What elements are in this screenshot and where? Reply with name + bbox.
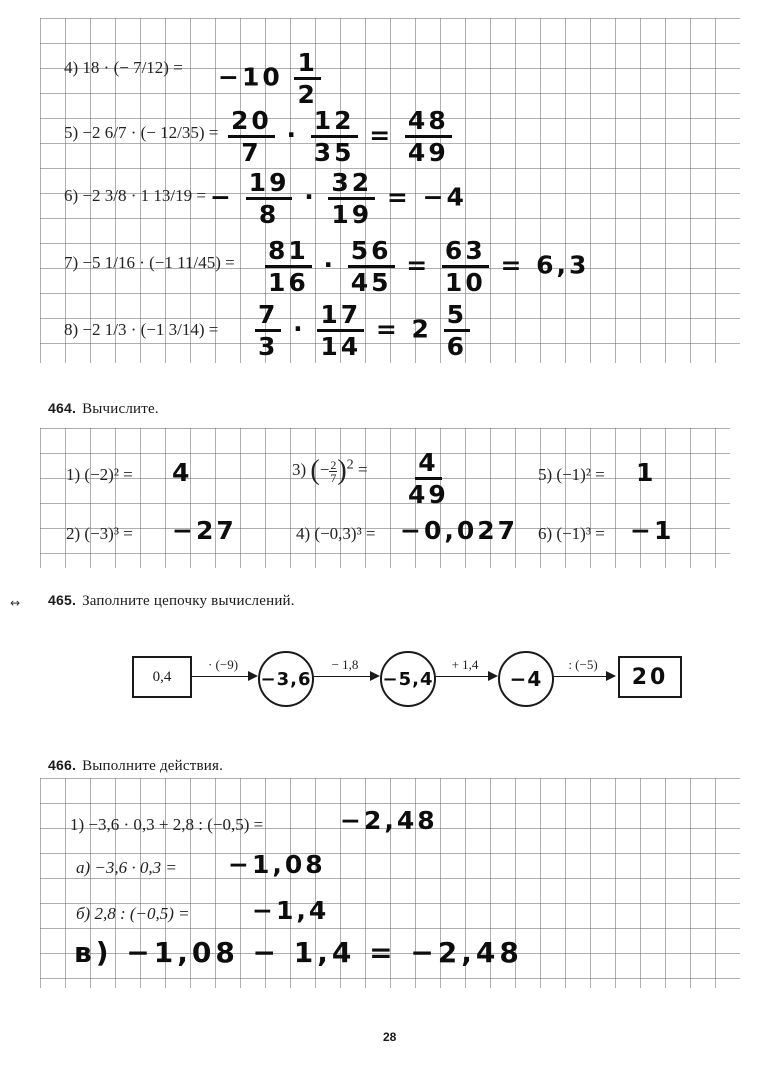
- item-5-printed: 5) (−1)² =: [538, 465, 605, 484]
- exercise-466-heading: 466. Выполните действия.: [48, 757, 224, 774]
- row-7-printed: 7) −5 1/16 · (−1 11/45) =: [64, 253, 235, 272]
- row-5-answer: $\frac{20}{7}$ · $\frac{12}{35}$ = $\frac{48}{49}$: [228, 108, 452, 165]
- line-b-answer: −1,4: [252, 896, 330, 925]
- chain-node-3: −4: [498, 651, 554, 707]
- exercise-464-heading: 464. Вычислите.: [48, 400, 159, 417]
- row-4-answer-fraction: $\frac{1}{2}$: [294, 50, 320, 107]
- page-number: 28: [383, 1030, 397, 1044]
- line-b-printed: б) 2,8 : (−0,5) =: [76, 904, 190, 923]
- chain-end-box: 20: [618, 656, 682, 698]
- chain-op-2: − 1,8: [331, 657, 359, 672]
- chain-op-1: · (−9): [207, 657, 239, 672]
- chain-op-3: + 1,4: [451, 657, 479, 672]
- line-a-printed: а) −3,6 · 0,3 =: [76, 858, 177, 877]
- exercise-465-heading: 465. Заполните цепочку вычислений.: [48, 592, 295, 609]
- chain-node-1: −3,6: [258, 651, 314, 707]
- line-1-printed: 1) −3,6 · 0,3 + 2,8 : (−0,5) =: [70, 815, 264, 834]
- item-2-printed: 2) (−3)³ =: [66, 524, 133, 543]
- chain-arrow-1: [190, 676, 256, 677]
- item-5-answer: 1: [636, 458, 657, 487]
- row-5-printed: 5) −2 6/7 · (− 12/35) =: [64, 123, 219, 142]
- chain-arrow-4: [552, 676, 614, 677]
- row-8-answer: $\frac{7}{3}$ · $\frac{17}{14}$ = 2 $\frac{5}{6}$: [255, 302, 470, 359]
- chain-node-2: −5,4: [380, 651, 436, 707]
- line-1-answer: −2,48: [340, 806, 438, 835]
- item-1-printed: 1) (−2)² =: [66, 465, 133, 484]
- item-2-answer: −27: [172, 516, 237, 545]
- item-6-answer: −1: [630, 516, 675, 545]
- grid-area-464: [40, 428, 730, 568]
- line-a-answer: −1,08: [228, 850, 326, 879]
- row-7-answer: $\frac{81}{16}$ · $\frac{56}{45}$ = $\frac{63}{10}$ = 6,3: [265, 238, 589, 295]
- item-1-answer: 4: [172, 458, 193, 487]
- chain-arrow-2: [312, 676, 378, 677]
- chain-arrow-3: [434, 676, 496, 677]
- line-c-handwritten: в) −1,08 − 1,4 = −2,48: [74, 936, 523, 969]
- row-6-answer: − $\frac{19}{8}$ · $\frac{32}{19}$ = −4: [210, 168, 467, 229]
- double-arrow-icon: ↔: [10, 596, 21, 610]
- item-4-answer: −0,027: [400, 516, 519, 545]
- item-3-printed: 3) (− $\frac{2}{7}$ )$^2$ =: [292, 455, 368, 486]
- row-8-printed: 8) −2 1/3 · (−1 3/14) =: [64, 320, 219, 339]
- item-6-printed: 6) (−1)³ =: [538, 524, 605, 543]
- chain-start-box: 0,4: [132, 656, 192, 698]
- item-4-printed: 4) (−0,3)³ =: [296, 524, 376, 543]
- item-3-answer: $\frac{4}{49}$: [408, 448, 449, 509]
- chain-op-4: : (−5): [568, 657, 598, 672]
- row-6-printed: 6) −2 3/8 · 1 13/19 =: [64, 186, 206, 205]
- row-4-printed: 4) 18 · (− 7/12) =: [64, 58, 183, 77]
- row-4-answer: −10 $\frac{1}{2}$: [218, 50, 321, 107]
